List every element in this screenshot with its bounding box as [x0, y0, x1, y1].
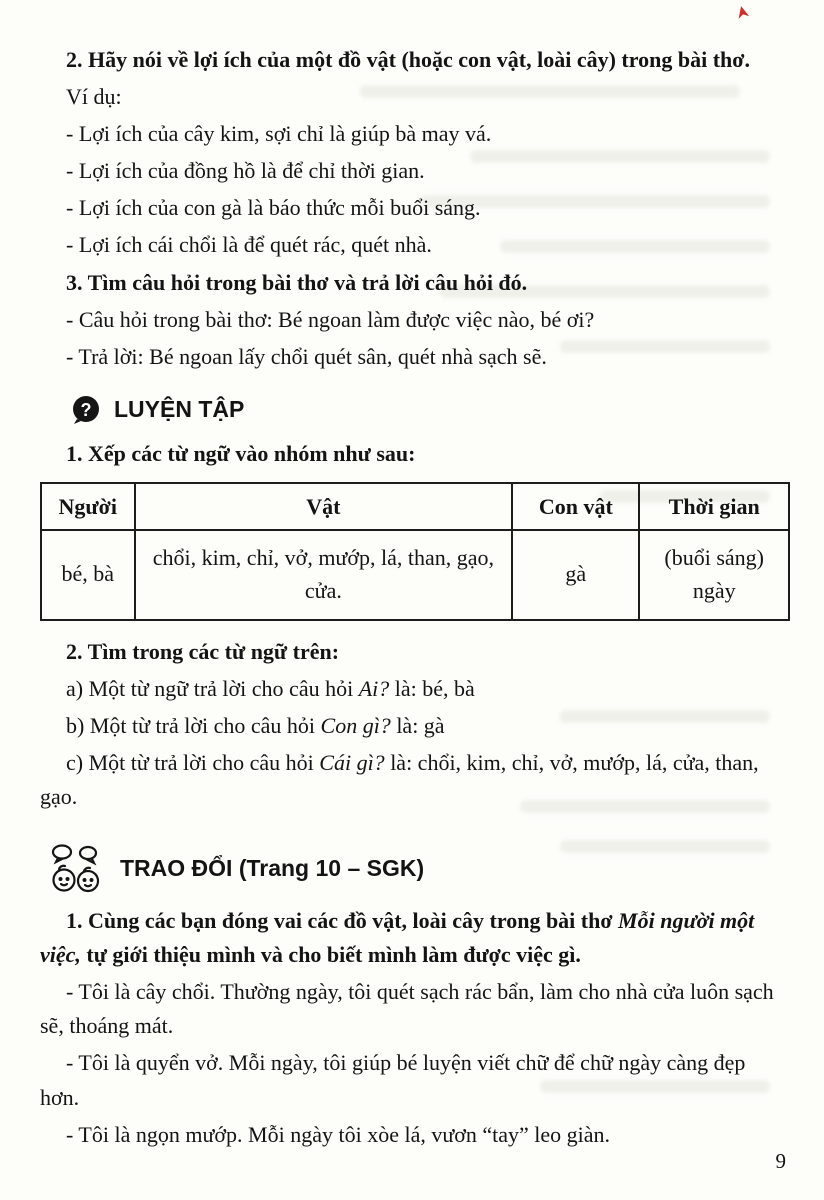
role-line: - Tôi là quyển vở. Mỗi ngày, tôi giúp bé luyện viết chữ để chữ ngày càng đẹp hơn.	[40, 1050, 746, 1110]
page-number: 9	[775, 1149, 786, 1173]
col-header-convat: Con vật	[512, 483, 639, 530]
luyentap-item1-heading: 1. Xếp các từ ngữ vào nhóm như sau:	[66, 441, 416, 467]
section-title: LUYỆN TẬP	[114, 395, 245, 422]
thoigian-line1: (buổi sáng)	[664, 544, 764, 570]
page-content	[40, 40, 790, 1155]
thoigian-line2: ngày	[692, 577, 736, 603]
example-label: Ví dụ:	[66, 84, 122, 110]
answer-c: c) Một từ trả lời cho câu hỏi Cái gì? là: chổi, kim, chỉ, vở, mướp, lá, cửa, than, gạo.	[40, 749, 759, 809]
cell-convat: gà	[512, 530, 639, 620]
luyentap-item2-heading: 2. Tìm trong các từ ngữ trên:	[66, 638, 340, 664]
example-line: - Lợi ích của con gà là báo thức mỗi buổi sáng.	[66, 195, 481, 221]
question-line: - Câu hỏi trong bài thơ: Bé ngoan làm được việc nào, bé ơi?	[66, 306, 595, 332]
answer-b: b) Một từ trả lời cho câu hỏi Con gì? là: gà	[66, 712, 445, 738]
traodoi-item1-heading: 1. Cùng các bạn đóng vai các đồ vật, loài cây trong bài thơ Mỗi người một việc, tự giới thiệu mình và cho biết mình làm được việc gì.	[40, 908, 755, 968]
section-luyen-tap	[70, 392, 790, 428]
svg-text:?: ?	[80, 399, 92, 420]
col-header-vat: Vật	[135, 483, 513, 530]
col-header-nguoi: Người	[41, 483, 135, 530]
cell-vat: chổi, kim, chỉ, vở, mướp, lá, than, gạo, cửa.	[135, 530, 513, 620]
col-header-thoigian: Thời gian	[639, 483, 789, 530]
question-bubble-icon	[70, 394, 102, 426]
red-arrow-mark	[732, 3, 754, 25]
word-group-table	[40, 482, 790, 621]
exercise-3-heading: 3. Tìm câu hỏi trong bài thơ và trả lời câu hỏi đó.	[66, 269, 528, 295]
table-row	[41, 530, 789, 620]
example-line: - Lợi ích cái chổi là để quét rác, quét nhà.	[66, 232, 432, 258]
cell-nguoi: bé, bà	[41, 530, 135, 620]
answer-a: a) Một từ ngữ trả lời cho câu hỏi Ai? là: bé, bà	[66, 675, 475, 701]
answer-line: - Trả lời: Bé ngoan lấy chổi quét sân, quét nhà sạch sẽ.	[66, 343, 547, 369]
role-line: - Tôi là cây chổi. Thường ngày, tôi quét sạch rác bẩn, làm cho nhà cửa luôn sạch sẽ, thoáng mát.	[40, 979, 774, 1039]
cell-thoigian	[639, 530, 789, 620]
exercise-2-heading: 2. Hãy nói về lợi ích của một đồ vật (hoặc con vật, loài cây) trong bài thơ.	[66, 47, 750, 72]
section-trao-doi	[46, 844, 790, 894]
example-line: - Lợi ích của cây kim, sợi chỉ là giúp bà may vá.	[66, 121, 492, 147]
children-talking-icon	[46, 844, 108, 894]
table-header-row	[41, 483, 789, 530]
section-title: TRAO ĐỔI (Trang 10 – SGK)	[120, 855, 425, 882]
example-line: - Lợi ích của đồng hồ là để chỉ thời gian.	[66, 158, 425, 184]
role-line: - Tôi là ngọn mướp. Mỗi ngày tôi xòe lá, vươn “tay” leo giàn.	[66, 1121, 611, 1147]
